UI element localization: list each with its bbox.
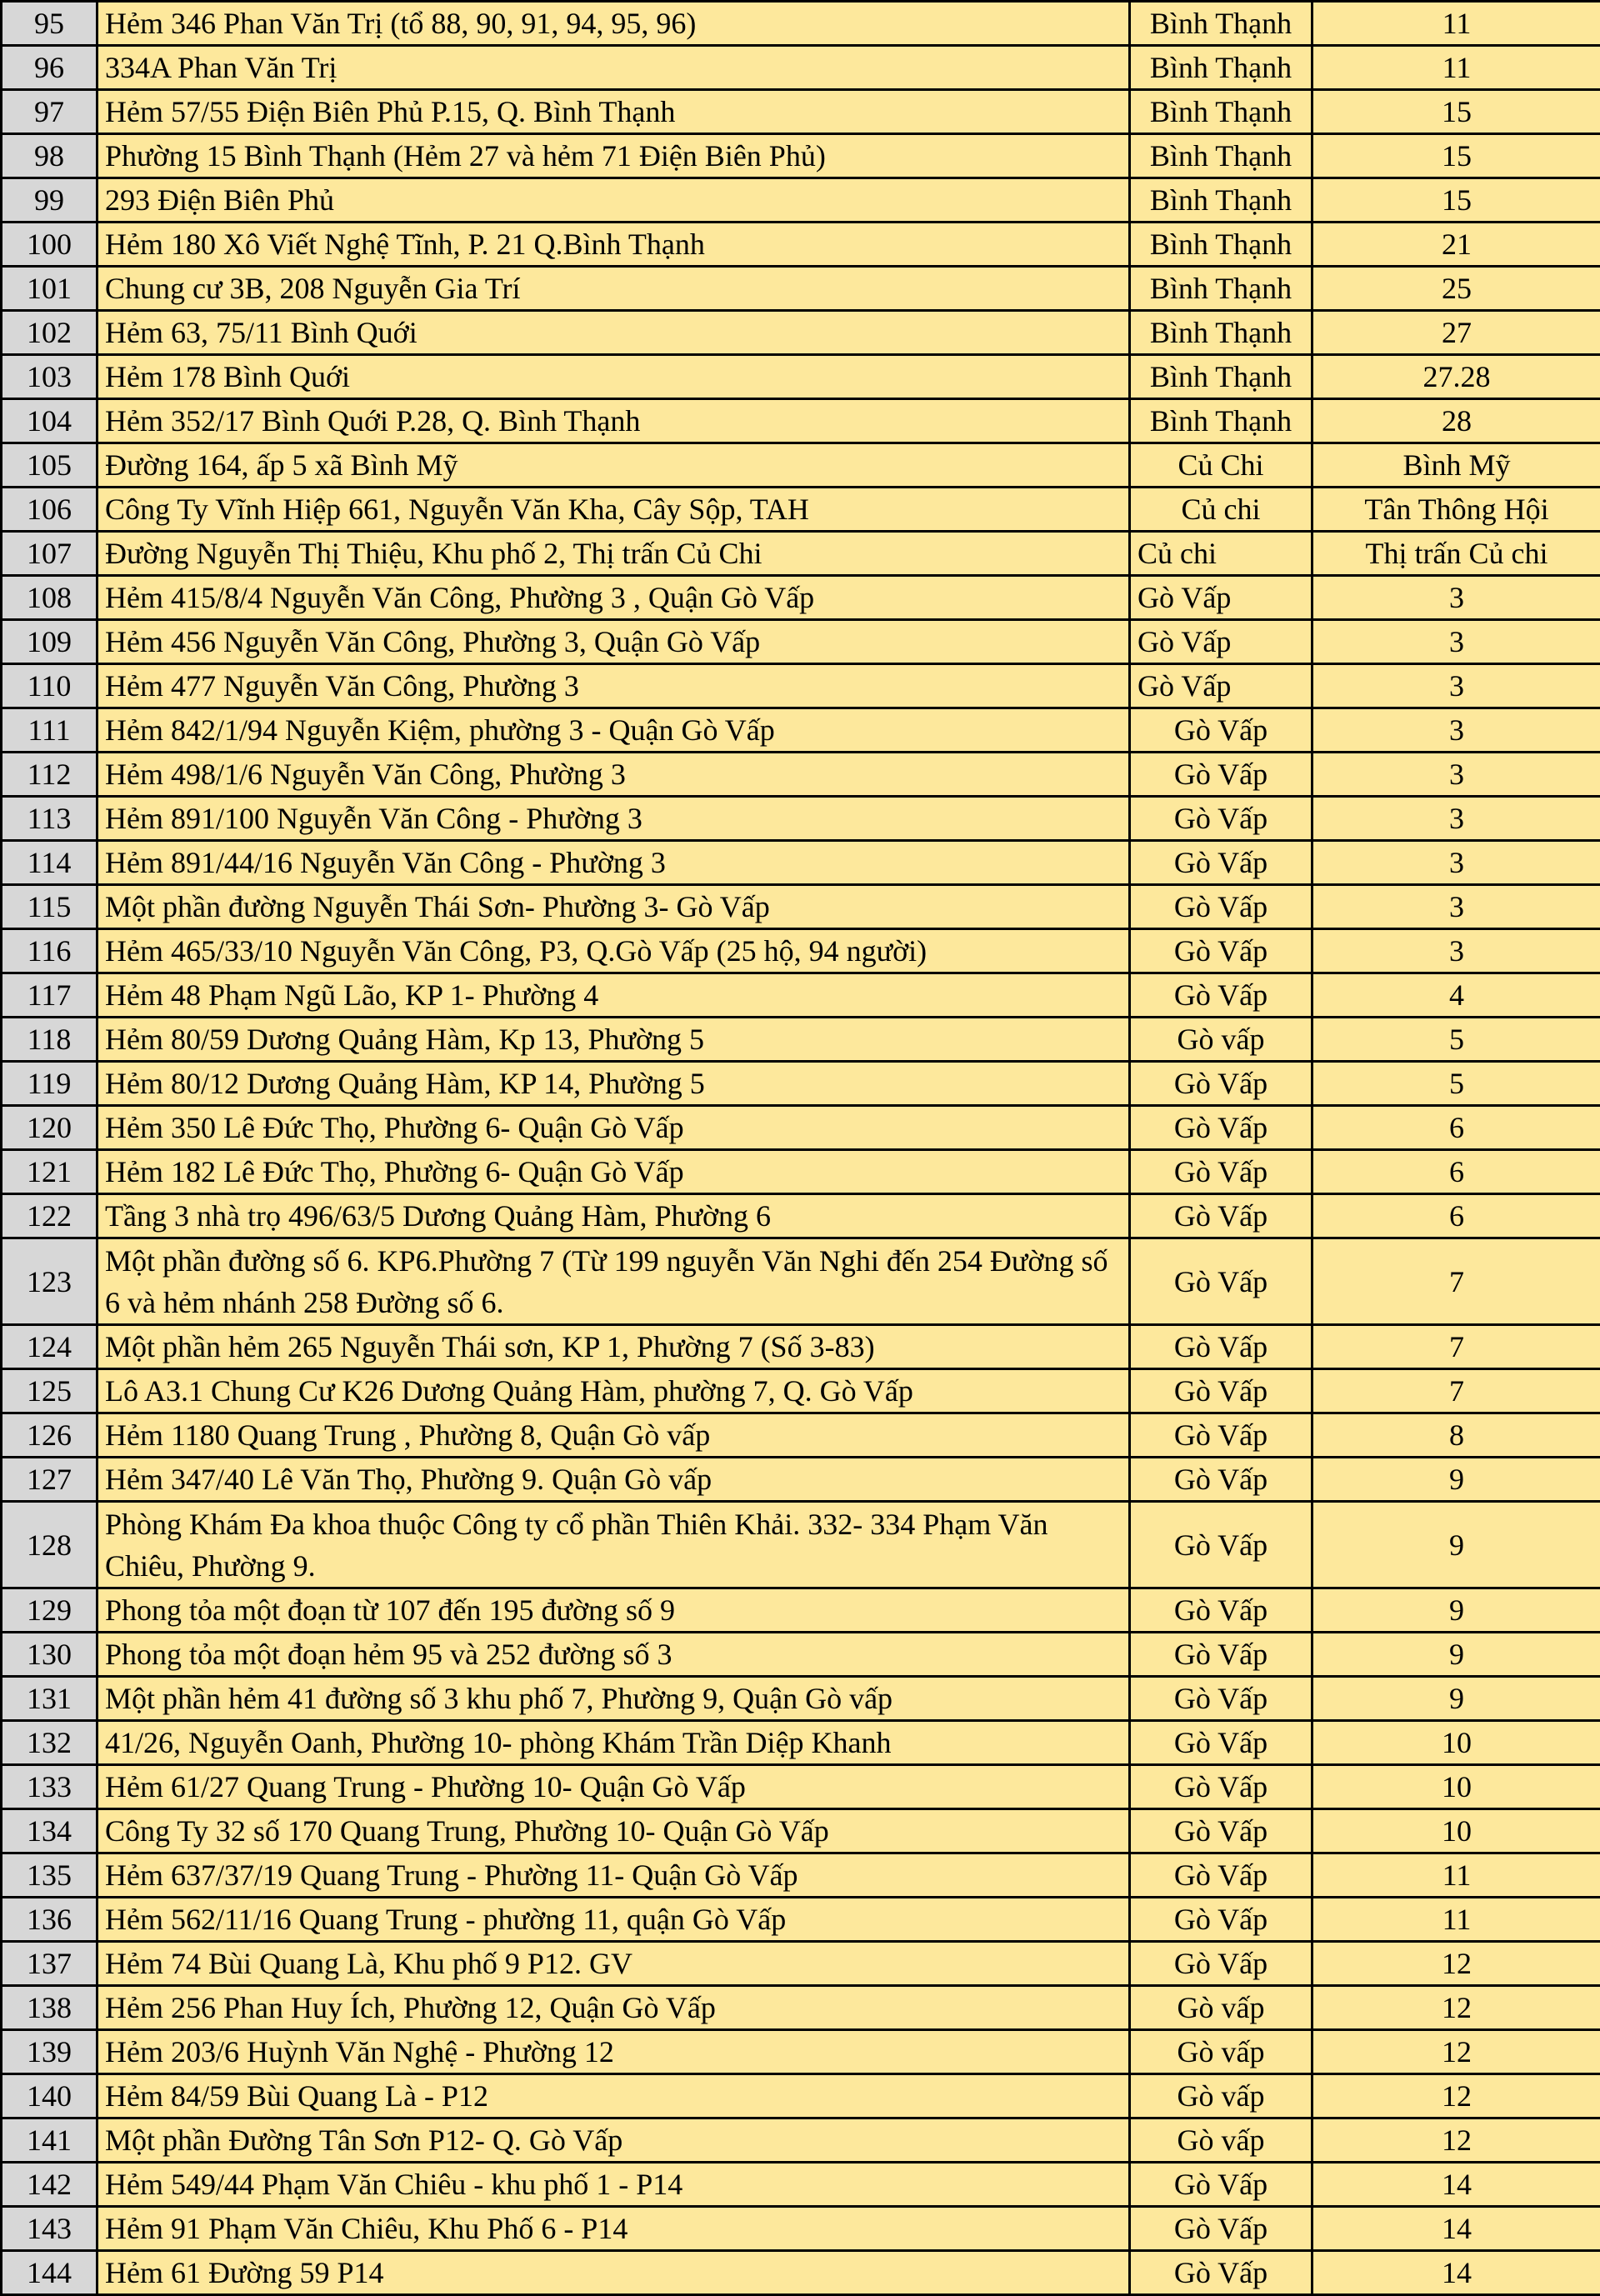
row-number-cell: 122	[2, 1194, 98, 1238]
table-row	[2, 223, 1600, 267]
table-row	[2, 664, 1600, 708]
table-row	[2, 1942, 1600, 1986]
ward-cell: 11	[1312, 2, 1600, 46]
table-row	[2, 355, 1600, 399]
table-row	[2, 1325, 1600, 1369]
district-cell: Gò Vấp	[1130, 1325, 1312, 1369]
row-number-cell: 102	[2, 311, 98, 355]
district-cell: Bình Thạnh	[1130, 223, 1312, 267]
ward-cell: 9	[1312, 1502, 1600, 1588]
table-row	[2, 1986, 1600, 2030]
row-number-cell: 135	[2, 1853, 98, 1898]
ward-cell: 15	[1312, 178, 1600, 223]
ward-cell: 3	[1312, 664, 1600, 708]
ward-cell: Tân Thông Hội	[1312, 488, 1600, 532]
table-row	[2, 46, 1600, 90]
ward-cell: 3	[1312, 797, 1600, 841]
address-cell: Hẻm 562/11/16 Quang Trung - phường 11, quận Gò Vấp	[98, 1898, 1130, 1942]
table-row	[2, 2163, 1600, 2207]
address-cell: Một phần đường Nguyễn Thái Sơn- Phường 3- Gò Vấp	[98, 885, 1130, 929]
row-number-cell: 96	[2, 46, 98, 90]
row-number-cell: 107	[2, 532, 98, 576]
table-row	[2, 1765, 1600, 1809]
district-cell: Củ chi	[1130, 488, 1312, 532]
address-cell: Một phần hẻm 265 Nguyễn Thái sơn, KP 1, Phường 7 (Số 3-83)	[98, 1325, 1130, 1369]
district-cell: Gò vấp	[1130, 1986, 1312, 2030]
address-cell: Hẻm 180 Xô Viết Nghệ Tĩnh, P. 21 Q.Bình Thạnh	[98, 223, 1130, 267]
address-cell: Lô A3.1 Chung Cư K26 Dương Quảng Hàm, phường 7, Q. Gò Vấp	[98, 1369, 1130, 1413]
ward-cell: 7	[1312, 1369, 1600, 1413]
ward-cell: 14	[1312, 2251, 1600, 2295]
address-cell: Đường Nguyễn Thị Thiệu, Khu phố 2, Thị trấn Củ Chi	[98, 532, 1130, 576]
district-cell: Gò vấp	[1130, 2074, 1312, 2118]
ward-cell: 7	[1312, 1238, 1600, 1325]
district-cell: Gò Vấp	[1130, 1062, 1312, 1106]
address-cell: Hẻm 477 Nguyễn Văn Công, Phường 3	[98, 664, 1130, 708]
table-row	[2, 90, 1600, 134]
district-cell: Củ chi	[1130, 532, 1312, 576]
address-cell: Hẻm 203/6 Huỳnh Văn Nghệ - Phường 12	[98, 2030, 1130, 2074]
ward-cell: 11	[1312, 1853, 1600, 1898]
ward-cell: 28	[1312, 399, 1600, 443]
row-number-cell: 104	[2, 399, 98, 443]
ward-cell: 12	[1312, 2030, 1600, 2074]
ward-cell: 10	[1312, 1721, 1600, 1765]
district-cell: Bình Thạnh	[1130, 46, 1312, 90]
address-cell: Hẻm 80/59 Dương Quảng Hàm, Kp 13, Phường 5	[98, 1018, 1130, 1062]
district-cell: Bình Thạnh	[1130, 267, 1312, 311]
district-cell: Gò Vấp	[1130, 2163, 1312, 2207]
table-row	[2, 708, 1600, 753]
row-number-cell: 142	[2, 2163, 98, 2207]
address-cell: Một phần đường số 6. KP6.Phường 7 (Từ 199 nguyễn Văn Nghi đến 254 Đường số 6 và hẻm nhánh 258 Đường số 6.	[98, 1238, 1130, 1325]
district-cell: Bình Thạnh	[1130, 2, 1312, 46]
address-cell: Hẻm 61/27 Quang Trung - Phường 10- Quận Gò Vấp	[98, 1765, 1130, 1809]
table-row	[2, 576, 1600, 620]
district-cell: Gò vấp	[1130, 2030, 1312, 2074]
address-cell: Hẻm 891/44/16 Nguyễn Văn Công - Phường 3	[98, 841, 1130, 885]
row-number-cell: 137	[2, 1942, 98, 1986]
ward-cell: 15	[1312, 134, 1600, 178]
district-cell: Bình Thạnh	[1130, 355, 1312, 399]
row-number-cell: 106	[2, 488, 98, 532]
ward-cell: 11	[1312, 46, 1600, 90]
row-number-cell: 144	[2, 2251, 98, 2295]
table-row	[2, 1458, 1600, 1502]
district-cell: Gò Vấp	[1130, 664, 1312, 708]
row-number-cell: 103	[2, 355, 98, 399]
table-row	[2, 620, 1600, 664]
address-cell: Hẻm 842/1/94 Nguyễn Kiệm, phường 3 - Quận Gò Vấp	[98, 708, 1130, 753]
ward-cell: 8	[1312, 1413, 1600, 1458]
address-cell: Hẻm 1180 Quang Trung , Phường 8, Quận Gò vấp	[98, 1413, 1130, 1458]
address-cell: Hẻm 347/40 Lê Văn Thọ, Phường 9. Quận Gò vấp	[98, 1458, 1130, 1502]
table-row	[2, 841, 1600, 885]
table-row	[2, 753, 1600, 797]
row-number-cell: 143	[2, 2207, 98, 2251]
ward-cell: 10	[1312, 1765, 1600, 1809]
address-cell: Hẻm 465/33/10 Nguyễn Văn Công, P3, Q.Gò Vấp (25 hộ, 94 người)	[98, 929, 1130, 973]
district-cell: Bình Thạnh	[1130, 178, 1312, 223]
ward-cell: 7	[1312, 1325, 1600, 1369]
district-cell: Gò Vấp	[1130, 1677, 1312, 1721]
row-number-cell: 123	[2, 1238, 98, 1325]
table-row	[2, 2207, 1600, 2251]
ward-cell: 6	[1312, 1194, 1600, 1238]
address-cell: Hẻm 178 Bình Quới	[98, 355, 1130, 399]
district-cell: Gò Vấp	[1130, 1588, 1312, 1633]
ward-cell: 9	[1312, 1458, 1600, 1502]
district-cell: Bình Thạnh	[1130, 134, 1312, 178]
row-number-cell: 120	[2, 1106, 98, 1150]
row-number-cell: 141	[2, 2118, 98, 2163]
row-number-cell: 115	[2, 885, 98, 929]
district-cell: Gò Vấp	[1130, 753, 1312, 797]
address-cell: 41/26, Nguyễn Oanh, Phường 10- phòng Khám Trần Diệp Khanh	[98, 1721, 1130, 1765]
address-cell: Một phần hẻm 41 đường số 3 khu phố 7, Phường 9, Quận Gò vấp	[98, 1677, 1130, 1721]
district-cell: Gò Vấp	[1130, 1238, 1312, 1325]
ward-cell: 21	[1312, 223, 1600, 267]
ward-cell: 27	[1312, 311, 1600, 355]
address-cell: Phong tỏa một đoạn hẻm 95 và 252 đường số 3	[98, 1633, 1130, 1677]
address-cell: Công Ty Vĩnh Hiệp 661, Nguyễn Văn Kha, Cây Sộp, TAH	[98, 488, 1130, 532]
row-number-cell: 127	[2, 1458, 98, 1502]
table-row	[2, 532, 1600, 576]
address-cell: Hẻm 84/59 Bùi Quang Là - P12	[98, 2074, 1130, 2118]
district-cell: Gò Vấp	[1130, 1194, 1312, 1238]
row-number-cell: 118	[2, 1018, 98, 1062]
ward-cell: 3	[1312, 929, 1600, 973]
row-number-cell: 111	[2, 708, 98, 753]
ward-cell: 3	[1312, 576, 1600, 620]
district-cell: Gò Vấp	[1130, 841, 1312, 885]
address-cell: Hẻm 63, 75/11 Bình Quới	[98, 311, 1130, 355]
row-number-cell: 129	[2, 1588, 98, 1633]
address-cell: 293 Điện Biên Phủ	[98, 178, 1130, 223]
row-number-cell: 140	[2, 2074, 98, 2118]
ward-cell: Thị trấn Củ chi	[1312, 532, 1600, 576]
table-row	[2, 1194, 1600, 1238]
row-number-cell: 99	[2, 178, 98, 223]
ward-cell: 12	[1312, 1986, 1600, 2030]
ward-cell: 27.28	[1312, 355, 1600, 399]
address-cell: Hẻm 91 Phạm Văn Chiêu, Khu Phố 6 - P14	[98, 2207, 1130, 2251]
district-cell: Gò Vấp	[1130, 973, 1312, 1018]
ward-cell: 9	[1312, 1588, 1600, 1633]
ward-cell: 5	[1312, 1018, 1600, 1062]
district-cell: Gò Vấp	[1130, 1809, 1312, 1853]
row-number-cell: 101	[2, 267, 98, 311]
ward-cell: 9	[1312, 1677, 1600, 1721]
table-row	[2, 1721, 1600, 1765]
table-row	[2, 929, 1600, 973]
table-row	[2, 1106, 1600, 1150]
address-cell: 334A Phan Văn Trị	[98, 46, 1130, 90]
district-cell: Gò Vấp	[1130, 708, 1312, 753]
district-cell: Gò Vấp	[1130, 2251, 1312, 2295]
district-cell: Gò Vấp	[1130, 1898, 1312, 1942]
district-cell: Gò Vấp	[1130, 1502, 1312, 1588]
table-row	[2, 973, 1600, 1018]
address-cell: Hẻm 256 Phan Huy Ích, Phường 12, Quận Gò Vấp	[98, 1986, 1130, 2030]
address-cell: Hẻm 182 Lê Đức Thọ, Phường 6- Quận Gò Vấp	[98, 1150, 1130, 1194]
table-row	[2, 1633, 1600, 1677]
table-row	[2, 1677, 1600, 1721]
table-row	[2, 311, 1600, 355]
row-number-cell: 105	[2, 443, 98, 488]
district-cell: Gò Vấp	[1130, 1369, 1312, 1413]
district-cell: Gò Vấp	[1130, 1721, 1312, 1765]
ward-cell: 9	[1312, 1633, 1600, 1677]
table-row	[2, 1853, 1600, 1898]
table-row	[2, 267, 1600, 311]
district-cell: Gò Vấp	[1130, 929, 1312, 973]
row-number-cell: 128	[2, 1502, 98, 1588]
address-cell: Công Ty 32 số 170 Quang Trung, Phường 10- Quận Gò Vấp	[98, 1809, 1130, 1853]
table-row	[2, 178, 1600, 223]
district-cell: Gò Vấp	[1130, 1765, 1312, 1809]
row-number-cell: 110	[2, 664, 98, 708]
table-row	[2, 885, 1600, 929]
table-row	[2, 1809, 1600, 1853]
district-cell: Gò vấp	[1130, 2118, 1312, 2163]
row-number-cell: 126	[2, 1413, 98, 1458]
ward-cell: 12	[1312, 2118, 1600, 2163]
row-number-cell: 112	[2, 753, 98, 797]
table-row	[2, 2251, 1600, 2295]
ward-cell: 10	[1312, 1809, 1600, 1853]
ward-cell: 5	[1312, 1062, 1600, 1106]
address-cell: Một phần Đường Tân Sơn P12- Q. Gò Vấp	[98, 2118, 1130, 2163]
district-cell: Bình Thạnh	[1130, 90, 1312, 134]
row-number-cell: 121	[2, 1150, 98, 1194]
address-cell: Hẻm 61 Đường 59 P14	[98, 2251, 1130, 2295]
address-cell: Hẻm 346 Phan Văn Trị (tổ 88, 90, 91, 94, 95, 96)	[98, 2, 1130, 46]
ward-cell: 4	[1312, 973, 1600, 1018]
table-row	[2, 2118, 1600, 2163]
ward-cell: 6	[1312, 1150, 1600, 1194]
row-number-cell: 124	[2, 1325, 98, 1369]
row-number-cell: 100	[2, 223, 98, 267]
row-number-cell: 98	[2, 134, 98, 178]
address-cell: Hẻm 74 Bùi Quang Là, Khu phố 9 P12. GV	[98, 1942, 1130, 1986]
table-row	[2, 1150, 1600, 1194]
ward-cell: 14	[1312, 2163, 1600, 2207]
address-cell: Tầng 3 nhà trọ 496/63/5 Dương Quảng Hàm, Phường 6	[98, 1194, 1130, 1238]
address-cell: Hẻm 80/12 Dương Quảng Hàm, KP 14, Phường 5	[98, 1062, 1130, 1106]
row-number-cell: 109	[2, 620, 98, 664]
table-row	[2, 1369, 1600, 1413]
ward-cell: 25	[1312, 267, 1600, 311]
district-cell: Gò Vấp	[1130, 1150, 1312, 1194]
table-row	[2, 1502, 1600, 1588]
table-row	[2, 1898, 1600, 1942]
table-row	[2, 1588, 1600, 1633]
row-number-cell: 108	[2, 576, 98, 620]
district-cell: Gò Vấp	[1130, 1942, 1312, 1986]
address-cell: Hẻm 415/8/4 Nguyễn Văn Công, Phường 3 , Quận Gò Vấp	[98, 576, 1130, 620]
table-row	[2, 1062, 1600, 1106]
row-number-cell: 95	[2, 2, 98, 46]
district-cell: Gò Vấp	[1130, 885, 1312, 929]
ward-cell: 3	[1312, 620, 1600, 664]
address-cell: Hẻm 350 Lê Đức Thọ, Phường 6- Quận Gò Vấp	[98, 1106, 1130, 1150]
district-cell: Gò Vấp	[1130, 576, 1312, 620]
table-body	[2, 2, 1600, 2295]
row-number-cell: 119	[2, 1062, 98, 1106]
address-cell: Hẻm 57/55 Điện Biên Phủ P.15, Q. Bình Thạnh	[98, 90, 1130, 134]
address-cell: Phường 15 Bình Thạnh (Hẻm 27 và hẻm 71 Điện Biên Phủ)	[98, 134, 1130, 178]
table-row	[2, 2030, 1600, 2074]
row-number-cell: 133	[2, 1765, 98, 1809]
ward-cell: 12	[1312, 1942, 1600, 1986]
row-number-cell: 117	[2, 973, 98, 1018]
ward-cell: 11	[1312, 1898, 1600, 1942]
ward-cell: 12	[1312, 2074, 1600, 2118]
table-row	[2, 1018, 1600, 1062]
address-cell: Hẻm 549/44 Phạm Văn Chiêu - khu phố 1 - P14	[98, 2163, 1130, 2207]
row-number-cell: 125	[2, 1369, 98, 1413]
row-number-cell: 130	[2, 1633, 98, 1677]
address-cell: Hẻm 891/100 Nguyễn Văn Công - Phường 3	[98, 797, 1130, 841]
table-row	[2, 1238, 1600, 1325]
address-cell: Phòng Khám Đa khoa thuộc Công ty cổ phần Thiên Khải. 332- 334 Phạm Văn Chiêu, Phường 9.	[98, 1502, 1130, 1588]
row-number-cell: 131	[2, 1677, 98, 1721]
table-row	[2, 1413, 1600, 1458]
table-row	[2, 134, 1600, 178]
table-row	[2, 2, 1600, 46]
row-number-cell: 114	[2, 841, 98, 885]
address-cell: Hẻm 352/17 Bình Quới P.28, Q. Bình Thạnh	[98, 399, 1130, 443]
row-number-cell: 132	[2, 1721, 98, 1765]
district-cell: Gò Vấp	[1130, 2207, 1312, 2251]
ward-cell: Bình Mỹ	[1312, 443, 1600, 488]
row-number-cell: 97	[2, 90, 98, 134]
district-cell: Củ Chi	[1130, 443, 1312, 488]
table-row	[2, 797, 1600, 841]
ward-cell: 3	[1312, 753, 1600, 797]
address-cell: Đường 164, ấp 5 xã Bình Mỹ	[98, 443, 1130, 488]
district-cell: Gò Vấp	[1130, 1633, 1312, 1677]
district-cell: Bình Thạnh	[1130, 311, 1312, 355]
row-number-cell: 139	[2, 2030, 98, 2074]
district-cell: Gò Vấp	[1130, 1413, 1312, 1458]
district-cell: Gò Vấp	[1130, 1853, 1312, 1898]
row-number-cell: 138	[2, 1986, 98, 2030]
district-cell: Bình Thạnh	[1130, 399, 1312, 443]
address-cell: Hẻm 456 Nguyễn Văn Công, Phường 3, Quận Gò Vấp	[98, 620, 1130, 664]
ward-cell: 3	[1312, 708, 1600, 753]
table-row	[2, 443, 1600, 488]
address-cell: Hẻm 48 Phạm Ngũ Lão, KP 1- Phường 4	[98, 973, 1130, 1018]
ward-cell: 3	[1312, 885, 1600, 929]
address-cell: Chung cư 3B, 208 Nguyễn Gia Trí	[98, 267, 1130, 311]
table-row	[2, 488, 1600, 532]
address-cell: Phong tỏa một đoạn từ 107 đến 195 đường số 9	[98, 1588, 1130, 1633]
district-cell: Gò Vấp	[1130, 620, 1312, 664]
ward-cell: 3	[1312, 841, 1600, 885]
address-cell: Hẻm 637/37/19 Quang Trung - Phường 11- Quận Gò Vấp	[98, 1853, 1130, 1898]
district-cell: Gò Vấp	[1130, 1106, 1312, 1150]
row-number-cell: 136	[2, 1898, 98, 1942]
district-cell: Gò Vấp	[1130, 797, 1312, 841]
district-cell: Gò vấp	[1130, 1018, 1312, 1062]
table-row	[2, 2074, 1600, 2118]
address-cell: Hẻm 498/1/6 Nguyễn Văn Công, Phường 3	[98, 753, 1130, 797]
table-row	[2, 399, 1600, 443]
ward-cell: 15	[1312, 90, 1600, 134]
district-cell: Gò Vấp	[1130, 1458, 1312, 1502]
row-number-cell: 116	[2, 929, 98, 973]
row-number-cell: 113	[2, 797, 98, 841]
row-number-cell: 134	[2, 1809, 98, 1853]
ward-cell: 14	[1312, 2207, 1600, 2251]
ward-cell: 6	[1312, 1106, 1600, 1150]
